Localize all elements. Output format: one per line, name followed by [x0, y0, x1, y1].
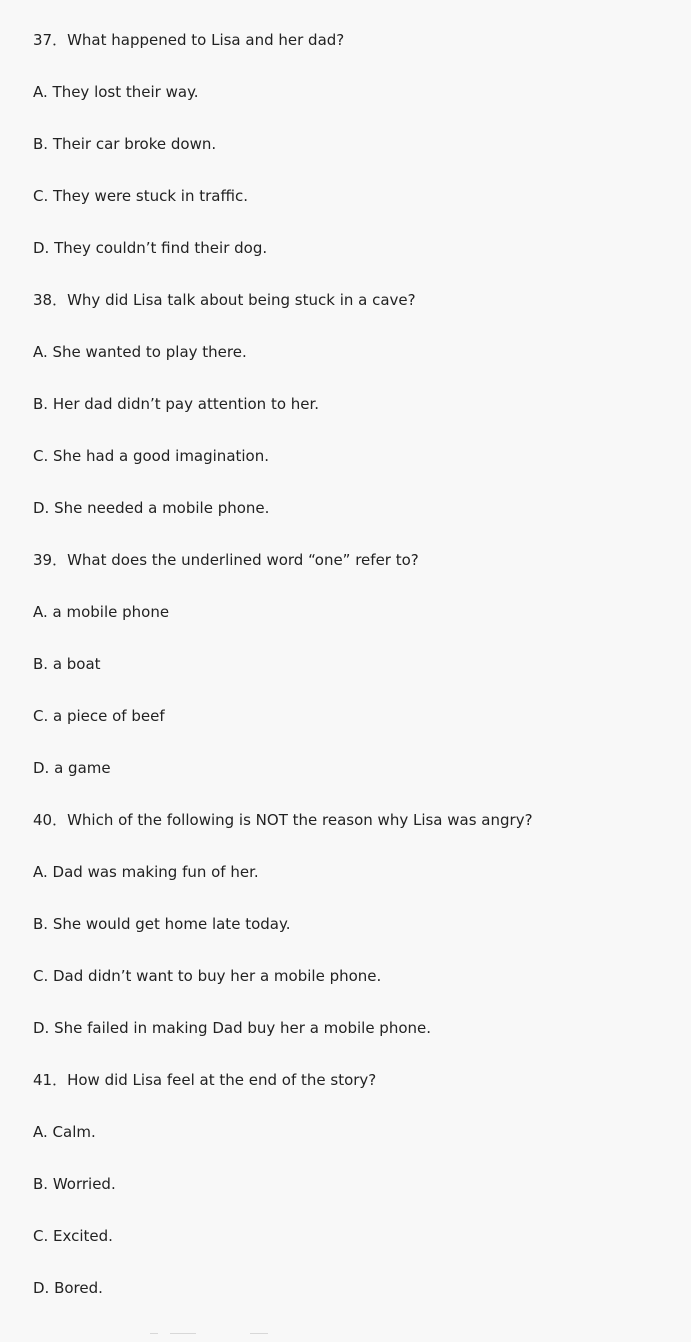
question-37-option-d: D. They couldn’t find their dog.	[33, 239, 268, 257]
question-38-option-d: D. She needed a mobile phone.	[33, 499, 270, 517]
question-37-stem: 37．What happened to Lisa and her dad?	[33, 31, 345, 49]
question-41-option-c: C. Excited.	[33, 1227, 113, 1245]
question-41-option-d: D. Bored.	[33, 1279, 103, 1297]
question-39-option-c: C. a piece of beef	[33, 707, 165, 725]
question-40-option-a: A. Dad was making fun of her.	[33, 863, 259, 881]
question-38-option-b: B. Her dad didn’t pay attention to her.	[33, 395, 320, 413]
question-39-option-a: A. a mobile phone	[33, 603, 170, 621]
question-40-stem: 40．Which of the following is NOT the reason why Lisa was angry?	[33, 811, 533, 829]
question-39-option-b: B. a boat	[33, 655, 101, 673]
question-38-option-a: A. She wanted to play there.	[33, 343, 247, 361]
question-38-stem: 38．Why did Lisa talk about being stuck in a cave?	[33, 291, 416, 309]
question-41-option-a: A. Calm.	[33, 1123, 96, 1141]
question-40-option-c: C. Dad didn’t want to buy her a mobile phone.	[33, 967, 382, 985]
question-37-option-c: C. They were stuck in traffic.	[33, 187, 248, 205]
question-41-option-b: B. Worried.	[33, 1175, 116, 1193]
question-39-stem: 39．What does the underlined word “one” refer to?	[33, 551, 419, 569]
question-38-option-c: C. She had a good imagination.	[33, 447, 270, 465]
question-39-option-d: D. a game	[33, 759, 111, 777]
question-40-option-b: B. She would get home late today.	[33, 915, 291, 933]
question-40-option-d: D. She failed in making Dad buy her a mobile phone.	[33, 1019, 432, 1037]
question-37-option-b: B. Their car broke down.	[33, 135, 217, 153]
question-37-option-a: A. They lost their way.	[33, 83, 199, 101]
question-41-stem: 41．How did Lisa feel at the end of the story?	[33, 1071, 377, 1089]
bottom-edge-marks	[150, 1333, 270, 1342]
